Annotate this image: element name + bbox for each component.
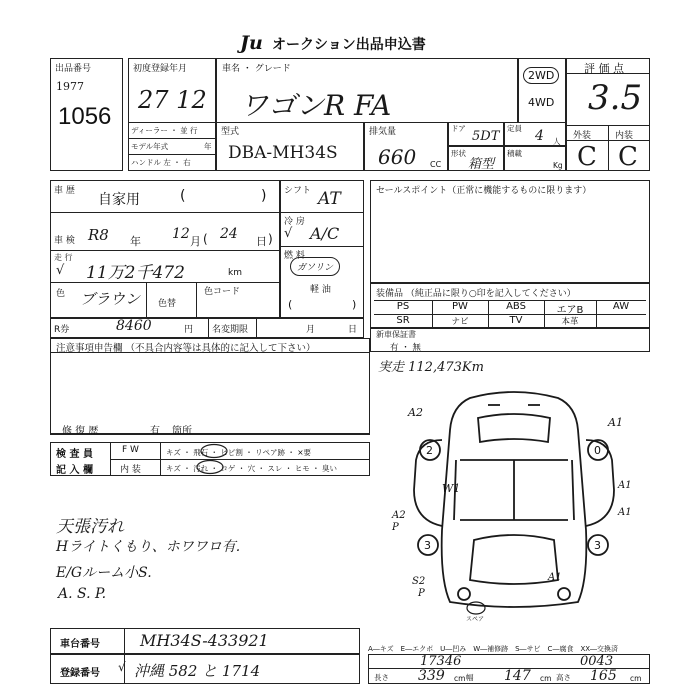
inspection-nen: 年 bbox=[130, 235, 141, 248]
handle-label: ハンドル 左 ・ 右 bbox=[131, 158, 191, 167]
cap-value: 4 bbox=[535, 128, 544, 144]
drive-4wd: 4WD bbox=[528, 96, 555, 109]
int-label: 内 装 bbox=[120, 465, 141, 475]
load-label: 積載 bbox=[507, 149, 522, 158]
model-year-label: モデル年式 bbox=[131, 142, 169, 151]
model-year-unit: 年 bbox=[204, 142, 212, 151]
equip-sr: SR bbox=[396, 315, 410, 326]
shape-value: 箱型 bbox=[468, 157, 495, 172]
first-reg-label: 初度登録年月 bbox=[133, 64, 188, 74]
load-unit: Kg bbox=[553, 161, 563, 170]
shift-value: AT bbox=[318, 189, 341, 209]
dims-width-label: 幅 bbox=[466, 673, 474, 682]
inspection-month: 12 bbox=[172, 226, 190, 242]
history-label: 車 歴 bbox=[54, 186, 75, 196]
recycle-label: R券 bbox=[54, 325, 70, 335]
header bbox=[240, 32, 480, 54]
fw-label: F W bbox=[122, 445, 139, 455]
rating-int-label: 内装 bbox=[615, 131, 634, 141]
spare-label: スペア bbox=[466, 616, 485, 623]
inspection-day: 24 bbox=[220, 226, 238, 242]
car-name-label: 車名 ・ グレード bbox=[222, 64, 291, 74]
repair-value: 有 bbox=[150, 426, 160, 437]
equip-pw: PW bbox=[452, 301, 468, 312]
disp-unit: CC bbox=[430, 160, 442, 169]
diagram-mark-a2-top: A2 bbox=[408, 406, 423, 419]
diagram-mark-a1-right-2: A1 bbox=[618, 507, 632, 518]
recycle-unit: 円 bbox=[184, 325, 194, 335]
dims-length: 339 bbox=[418, 668, 445, 684]
circle-hiseki bbox=[201, 445, 227, 458]
inspection-label: 車 検 bbox=[54, 236, 75, 246]
equip-ps: PS bbox=[396, 301, 410, 312]
diagram-mark-s2: S2 bbox=[412, 576, 426, 587]
bottom-num-1: 17346 bbox=[420, 654, 462, 669]
chassis-value: MH34S-433921 bbox=[140, 631, 269, 650]
color-label: 色 bbox=[56, 289, 66, 299]
inspection-paren-open: ( bbox=[203, 232, 208, 246]
mileage-value: 11万2千472 bbox=[86, 263, 185, 283]
inspector-label-2: 記 入 欄 bbox=[56, 465, 93, 476]
diagram-tire-fl: 2 bbox=[426, 444, 433, 457]
equip-navi: ナビ bbox=[451, 317, 469, 327]
fuel-paren-open: ( bbox=[288, 298, 293, 311]
inspection-paren-close: ) bbox=[268, 232, 273, 246]
circle-marks bbox=[190, 441, 380, 481]
aircon-value: A/C bbox=[310, 224, 340, 243]
remark-1: 天張汚れ bbox=[56, 517, 124, 537]
spare-tire-icon bbox=[467, 602, 485, 614]
diagram-mark-a1-right-1: A1 bbox=[618, 480, 632, 491]
equip-abs: ABS bbox=[506, 301, 526, 312]
legend: A―キズ E―エクボ U―凹み W―補修跡 S―サビ C―腐食 XX―交換済 bbox=[368, 645, 619, 653]
equip-airbag: エアB bbox=[556, 305, 584, 316]
lot-code: 1977 bbox=[56, 80, 84, 93]
diagram-tire-rl: 3 bbox=[424, 539, 431, 552]
dims-height-label: 高さ bbox=[556, 673, 571, 682]
color-value: ブラウン bbox=[80, 290, 141, 308]
mileage-unit: km bbox=[228, 268, 242, 278]
shape-label: 形状 bbox=[451, 149, 466, 158]
mileage-note: 実走 112,473Km bbox=[378, 360, 484, 375]
history-value: 自家用 bbox=[98, 192, 140, 208]
fw-text: キズ ・ 飛石 ・ ヒビ割 ・ リペア跡 ・ ×要 bbox=[166, 448, 312, 457]
equip-leather: 本革 bbox=[561, 317, 579, 327]
diagram-mark-a2-left: A2 bbox=[392, 510, 406, 521]
aircon-label: 冷 房 bbox=[284, 217, 305, 227]
dims-length-unit: cm bbox=[454, 674, 466, 683]
rating-score: 3.5 bbox=[588, 78, 643, 118]
inspector-label-1: 検 査 員 bbox=[56, 449, 93, 460]
remark-3: E/Gルーム小S. bbox=[56, 565, 152, 581]
history-paren-close: ) bbox=[261, 188, 267, 204]
equip-tv: TV bbox=[509, 315, 523, 326]
inspection-hi: 日 bbox=[256, 235, 267, 248]
dims-height: 165 bbox=[590, 668, 617, 684]
name-change-hi: 日 bbox=[348, 325, 358, 335]
name-change-label: 名変期限 bbox=[212, 325, 249, 335]
recycle-box bbox=[50, 318, 364, 338]
warranty-label: 新車保証書 bbox=[376, 330, 416, 339]
color-change-label: 色替 bbox=[158, 299, 177, 309]
equipment-label: 装備品 （純正品に限り○印を記入してください） bbox=[376, 289, 576, 299]
diagram-mark-a1-rear: A1 bbox=[548, 572, 562, 583]
dims-length-label: 長さ bbox=[374, 673, 389, 682]
diagram-mark-a1-right-top: A1 bbox=[608, 416, 623, 429]
cap-label: 定員 bbox=[507, 124, 522, 133]
color-code-label: 色コード bbox=[204, 287, 241, 297]
door-value: 5DT bbox=[472, 129, 500, 144]
car-diagram bbox=[390, 380, 640, 620]
recycle-value: 8460 bbox=[116, 318, 152, 334]
equipment-grid bbox=[374, 300, 646, 328]
repair-bracket: 箇所 bbox=[172, 426, 192, 437]
shift-label: シフト bbox=[284, 186, 312, 196]
lot-number: 1056 bbox=[58, 103, 112, 130]
car-name-value: ワゴンR FA bbox=[240, 89, 392, 122]
notes-label: 注意事項申告欄 （不具合内容等は具体的に記入して下さい） bbox=[56, 343, 316, 354]
remark-2: Hライトくもり、ホワワロ有. bbox=[56, 539, 241, 555]
diagram-mark-p-left: P bbox=[392, 522, 399, 533]
disp-value: 660 bbox=[378, 145, 417, 169]
type-value: DBA-MH34S bbox=[228, 143, 338, 163]
type-label: 型式 bbox=[221, 127, 240, 137]
lot-label: 出品番号 bbox=[55, 64, 92, 74]
sales-point-label: セールスポイント（正常に機能するものに限ります） bbox=[376, 186, 592, 196]
aircon-mark: √ bbox=[284, 226, 293, 241]
first-reg-value: 27 12 bbox=[138, 86, 207, 114]
dims-width-unit: cm bbox=[540, 674, 552, 683]
remark-4: A. S. P. bbox=[58, 586, 107, 602]
mileage-mark: √ bbox=[56, 263, 65, 278]
equip-aw: AW bbox=[612, 301, 630, 312]
ju-logo: Ju bbox=[240, 32, 263, 54]
registration-mark: √ bbox=[118, 660, 126, 674]
warranty-options: 有 ・ 無 bbox=[390, 343, 421, 353]
dims-height-unit: cm bbox=[630, 674, 642, 683]
rating-int: C bbox=[618, 142, 638, 172]
diagram-mark-w1: W1 bbox=[442, 482, 461, 495]
bottom-num-2: 0043 bbox=[580, 654, 614, 669]
dealer-label: ディーラー ・ 並 行 bbox=[131, 126, 198, 135]
rating-ext: C bbox=[577, 142, 597, 172]
int-text: キズ ・ 汚れ ・ コゲ ・ 穴 ・ スレ ・ ヒモ ・ 臭い bbox=[166, 464, 337, 473]
diagram-tire-rr: 3 bbox=[594, 539, 601, 552]
registration-label: 登録番号 bbox=[60, 668, 100, 679]
circle-yogore bbox=[197, 461, 223, 474]
form-title: オークション出品申込書 bbox=[272, 37, 426, 53]
rating-label: 評 価 点 bbox=[584, 62, 624, 75]
inspection-tsuki: 月 bbox=[190, 235, 201, 248]
drive-2wd: 2WD bbox=[523, 67, 559, 84]
diagram-tire-fr: 0 bbox=[594, 444, 601, 457]
mileage-label: 走 行 bbox=[54, 253, 73, 262]
fuel-value: ガソリン bbox=[290, 257, 340, 276]
fuel-paren-close: ) bbox=[352, 298, 357, 311]
dims-width: 147 bbox=[504, 668, 531, 684]
diagram-mark-p-rear: P bbox=[418, 588, 425, 599]
registration-value: 沖縄 582 と 1714 bbox=[134, 662, 261, 680]
name-change-tsuki: 月 bbox=[306, 325, 316, 335]
rating-ext-label: 外装 bbox=[573, 131, 592, 141]
repair-label: 修 復 歴 bbox=[62, 426, 99, 437]
door-label: ドア bbox=[451, 124, 466, 133]
chassis-label: 車台番号 bbox=[60, 639, 100, 650]
remarks bbox=[50, 500, 360, 610]
history-paren-open: ( bbox=[180, 188, 186, 204]
disp-label: 排気量 bbox=[369, 127, 397, 137]
fuel-light-oil: 軽 油 bbox=[310, 285, 331, 295]
inspection-value: R8 bbox=[88, 226, 109, 244]
fuel-label: 燃 料 bbox=[284, 251, 305, 261]
cap-unit: 人 bbox=[553, 137, 561, 146]
